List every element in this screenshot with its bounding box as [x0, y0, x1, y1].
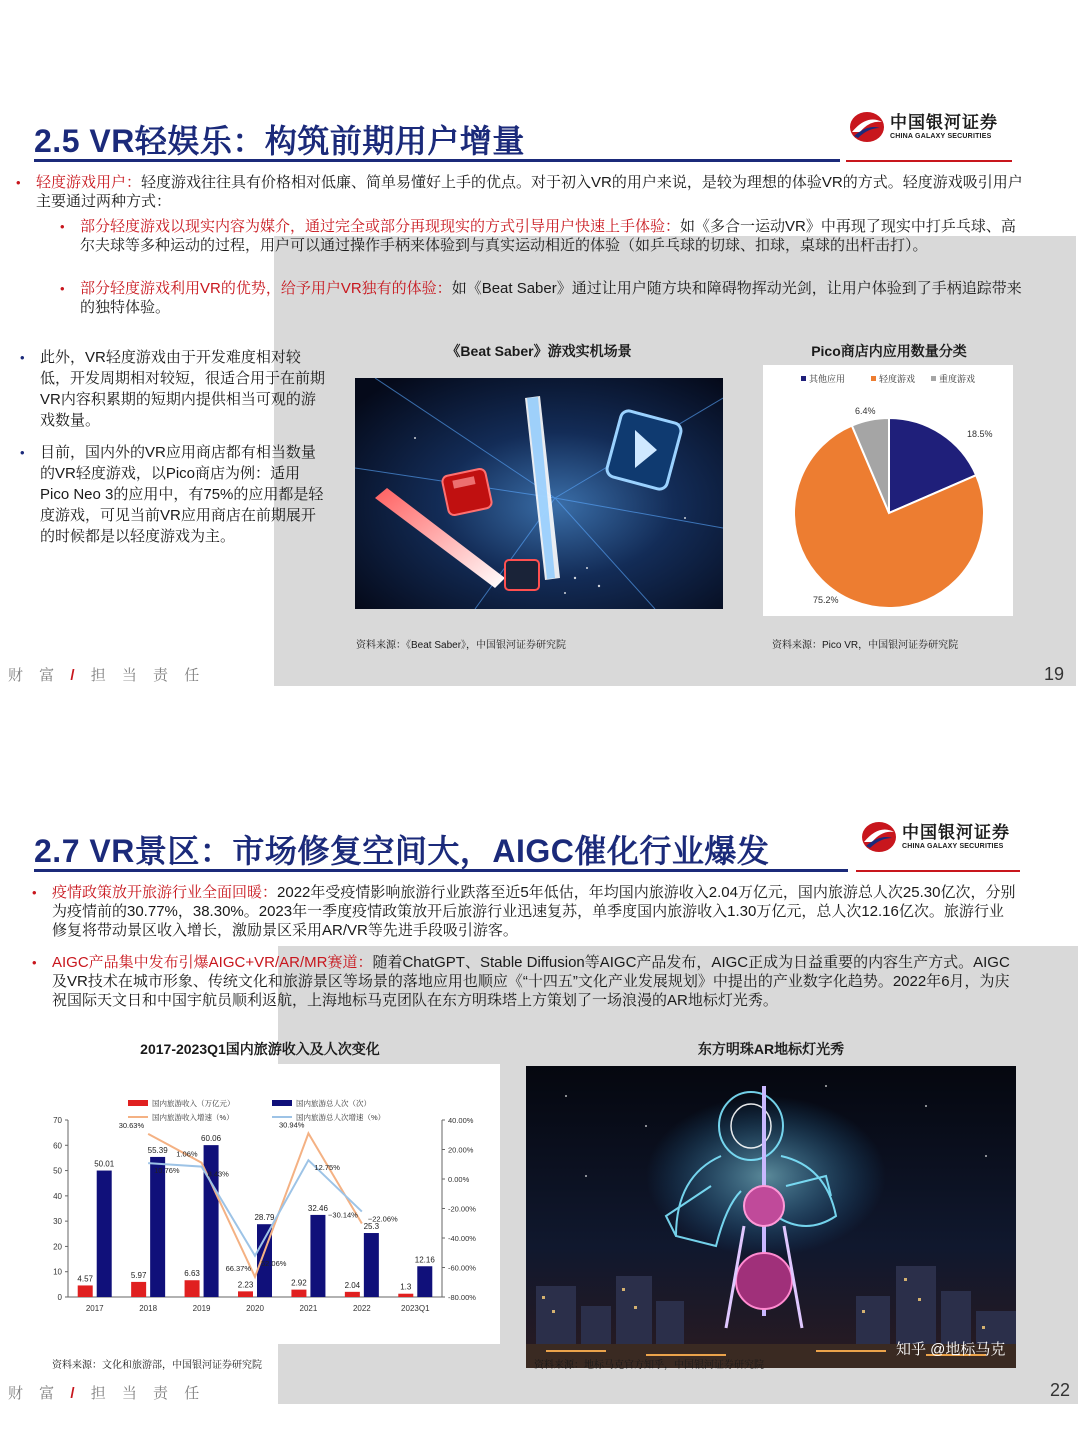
sub-bullet-text: 如《Beat Saber》通过让用户随方块和障碍物挥动光剑，让用户体验到了手柄追踪带来的独特体验。 — [80, 280, 1022, 316]
left-tick-label: 50 — [53, 1166, 62, 1176]
legend-label: 重度游戏 — [939, 374, 976, 384]
legend-label: 国内旅游总人次增速（%） — [296, 1113, 386, 1122]
line-data-label: −22.06% — [367, 1214, 398, 1224]
footer-part2: 担 当 责 任 — [90, 667, 206, 684]
page-number: 22 — [1050, 1380, 1071, 1400]
bar — [131, 1282, 146, 1297]
sub-bullet-text: 如《多合一运动VR》中再现了现实中打乒乓球、高尔夫球等多种运动的过程，用户可以通过操作手柄来体验到与真实运动相近的体验（如乒乓球的切球、扣球，桌球的出杆击打）。 — [80, 218, 1016, 254]
right-tick-label: -20.00% — [448, 1204, 476, 1214]
logo-en: CHINA GALAXY SECURITIES — [902, 843, 1004, 850]
left-tick-label: 0 — [57, 1293, 62, 1302]
bar-data-label: 12.16 — [414, 1255, 435, 1265]
slide-title: 2.5 VR轻娱乐：构筑前期用户增量 — [34, 123, 525, 159]
slide-title: 2.7 VR景区：市场修复空间大，AIGC催化行业爆发 — [34, 833, 770, 869]
bar-data-label: 28.79 — [254, 1213, 275, 1223]
footer-slogan — [8, 664, 205, 685]
line-data-label: 10.76% — [154, 1166, 180, 1176]
bar — [310, 1215, 325, 1297]
bullet-dot: • — [16, 175, 21, 190]
footer-slogan — [8, 1382, 205, 1403]
footer-part1: 财 富 — [8, 667, 61, 684]
bar-data-label: 6.63 — [184, 1269, 200, 1279]
legend-label: 国内旅游总人次（次） — [296, 1099, 371, 1108]
left-tick-label: 40 — [53, 1191, 62, 1201]
pie-slices — [794, 418, 984, 608]
line-data-label: 12.75% — [314, 1163, 340, 1173]
bar — [150, 1157, 165, 1297]
line-data-label: 1.06% — [176, 1149, 198, 1159]
bullet-dot: • — [20, 445, 25, 460]
oriental-pearl-photo — [526, 1066, 1016, 1368]
x-tick-label: 2019 — [192, 1304, 211, 1313]
left-tick-label: 60 — [53, 1141, 62, 1151]
sub-bullet-label: 部分轻度游戏利用VR的优势，给予用户VR独有的体验： — [80, 280, 452, 297]
legend-swatch — [801, 376, 806, 381]
bullet-label: 轻度游戏用户： — [36, 174, 142, 191]
beat-saber-scene-image — [355, 378, 723, 609]
bar-data-label: 5.97 — [130, 1270, 147, 1280]
pie-caption: Pico商店内应用数量分类 — [811, 343, 967, 359]
page-number: 19 — [1044, 664, 1065, 684]
photo-caption: 《Beat Saber》游戏实机场景 — [446, 343, 632, 359]
bullet-dot: • — [60, 219, 65, 234]
bar-data-label: 55.39 — [147, 1145, 168, 1155]
bar — [291, 1290, 306, 1297]
x-tick-label: 2020 — [246, 1304, 264, 1313]
bullet-dot: • — [32, 955, 37, 970]
bullet-aigc — [32, 953, 1016, 1010]
right-tick-label: -80.00% — [448, 1293, 476, 1302]
title-rule-red — [846, 160, 1012, 162]
photo-source: 资料来源：《Beat Saber》，中国银河证券研究院 — [356, 640, 567, 651]
title-rule-blue — [34, 159, 840, 162]
right-tick-label: 0.00% — [448, 1175, 470, 1184]
bar-data-label: 50.01 — [94, 1159, 115, 1169]
logo-cn: 中国银河证券 — [890, 113, 998, 132]
legend-swatch — [871, 376, 876, 381]
chart-data-labels — [77, 1120, 435, 1291]
logo-en: CHINA GALAXY SECURITIES — [890, 133, 992, 140]
sub-bullet-realistic — [60, 217, 1024, 255]
bar-data-label: 25.3 — [363, 1222, 380, 1232]
bar — [398, 1294, 413, 1297]
logo-mark-icon — [848, 110, 886, 144]
right-tick-label: -40.00% — [448, 1234, 476, 1243]
chart-source: 资料来源：文化和旅游部，中国银河证券研究院 — [52, 1360, 262, 1371]
sub-bullet-label: 部分轻度游戏以现实内容为媒介，通过完全或部分再现现实的方式引导用户快速上手体验： — [80, 218, 681, 235]
photo-watermark: 知乎 @地标马克 — [896, 1341, 1006, 1358]
footer-slash: / — [70, 667, 81, 684]
right-tick-label: 40.00% — [448, 1116, 474, 1125]
series-line — [148, 1160, 362, 1256]
left-tick-label: 20 — [53, 1242, 62, 1252]
bar — [204, 1145, 219, 1297]
legend-label: 国内旅游收入（万亿元） — [152, 1099, 235, 1108]
bullet-text: 轻度游戏往往具有价格相对低廉、简单易懂好上手的优点。对于初入VR的用户来说，是较为理想的体验VR的方式。轻度游戏吸引用户主要通过两种方式： — [36, 174, 1023, 210]
oriental-pearl-ar-image — [526, 1066, 1016, 1368]
bar — [185, 1280, 200, 1297]
x-tick-label: 2021 — [299, 1304, 318, 1313]
x-tick-label: 2018 — [139, 1304, 158, 1313]
x-tick-label: 2023Q1 — [401, 1304, 430, 1313]
sub-bullet-vr-unique — [60, 279, 1024, 317]
footer-part1: 财 富 — [8, 1385, 61, 1402]
beat-saber-photo — [355, 378, 723, 609]
bullet-label: 疫情政策放开旅游行业全面回暖： — [52, 884, 278, 901]
title-rule-blue — [34, 869, 848, 872]
pie-source: 资料来源：Pico VR，中国银河证券研究院 — [772, 640, 959, 651]
bar — [345, 1292, 360, 1297]
bullet-light-game-users — [16, 173, 1026, 211]
bar-data-label: 4.57 — [77, 1274, 94, 1284]
photo-caption: 东方明珠AR地标灯光秀 — [697, 1041, 845, 1057]
bullet-label: AIGC产品集中发布引爆AIGC+VR/AR/MR赛道： — [52, 954, 373, 971]
pie-legend — [801, 373, 975, 384]
legend-swatch — [931, 376, 936, 381]
x-tick-label: 2017 — [85, 1304, 104, 1313]
line-data-label: 52.06% — [261, 1258, 287, 1268]
left-tick-label: 10 — [53, 1267, 62, 1277]
line-data-label: 30.94% — [278, 1120, 305, 1130]
left-bullet-dev-cost — [20, 347, 326, 431]
bar — [417, 1266, 432, 1297]
right-tick-label: -60.00% — [448, 1263, 476, 1273]
bullet-dot: • — [60, 281, 65, 296]
bar — [238, 1291, 253, 1297]
bullet-tourism-recovery — [32, 883, 1016, 940]
bar — [364, 1233, 379, 1297]
bullet-dot: • — [32, 885, 37, 900]
logo-mark-icon — [860, 820, 898, 854]
footer-part2: 担 当 责 任 — [90, 1385, 206, 1402]
bar-data-label: 2.23 — [237, 1280, 254, 1290]
logo-cn: 中国银河证券 — [902, 823, 1010, 842]
footer-slash: / — [70, 1385, 81, 1402]
legend-label: 其他应用 — [809, 374, 846, 384]
left-tick-label: 30 — [53, 1217, 62, 1227]
slide-22 — [0, 720, 1080, 1440]
bar-data-label: 32.46 — [307, 1203, 328, 1213]
title-rule-red — [856, 870, 1020, 872]
bar-data-label: 60.06 — [201, 1134, 222, 1144]
pie-chart-panel — [763, 365, 1013, 616]
left-bullet-pico-store — [20, 442, 326, 547]
bar-data-label: 2.92 — [291, 1278, 307, 1288]
legend-swatch — [272, 1100, 292, 1106]
left-tick-label: 70 — [53, 1116, 62, 1125]
legend-label: 国内旅游收入增速（%） — [152, 1113, 234, 1122]
tourism-combo-chart — [40, 1064, 500, 1344]
line-data-label: −30.14% — [328, 1210, 358, 1220]
bullet-text: 随着ChatGPT、Stable Diffusion等AIGC产品发布，AIGC正成为日益重要的内容生产方式。AIGC及VR技术在城市形象、传统文化和旅游景区等场景的落地应用也顺应《“十四五”文化产业发展规划》中提出的产业数字化趋势。2022年6月，为庆祝国际天文日和中国宇航员顺利返航，上海地标马克团队在东方明珠塔上方策划了一场浪漫的AR地标灯光秀。 — [52, 954, 1010, 1009]
chart-legend — [128, 1098, 385, 1122]
pie-data-label: 18.5% — [967, 429, 993, 439]
brand-logo — [848, 110, 998, 144]
legend-swatch — [128, 1100, 148, 1106]
pie-data-label: 6.4% — [855, 406, 876, 416]
legend-label: 轻度游戏 — [879, 374, 916, 384]
right-tick-label: 20.00% — [448, 1145, 474, 1155]
photo-source: 资料来源：地标马克官方知乎，中国银河证券研究院 — [534, 1360, 764, 1371]
bullet-dot: • — [20, 350, 25, 365]
left-text: 目前，国内外的VR应用商店都有相当数量的VR轻度游戏，以Pico商店为例：适用Pico Neo 3的应用中，有75%的应用都是轻度游戏，可见当前VR应用商店在前期展开的时候都是以轻度游戏为主。 — [40, 444, 324, 545]
brand-logo — [860, 820, 1010, 854]
bar-data-label: 1.3 — [400, 1282, 412, 1292]
pie-data-label: 75.2% — [813, 595, 839, 605]
bar — [78, 1285, 93, 1297]
bar-data-label: 2.04 — [344, 1280, 361, 1290]
x-tick-label: 2022 — [352, 1304, 371, 1313]
chart-caption: 2017-2023Q1国内旅游收入及人次变化 — [140, 1041, 380, 1057]
tourism-chart-panel — [40, 1064, 500, 1344]
line-data-label: 30.63% — [118, 1120, 145, 1130]
line-data-label: 8.43% — [207, 1169, 229, 1179]
bullet-text: 2022年受疫情影响旅游行业跌落至近5年低估，年均国内旅游收入2.04万亿元，国内旅游总人次25.30亿次，分别为疫情前的30.77%，38.30%。2023年一季度疫情政策放开后旅游行业迅速复苏，单季度国内旅游收入1.30万亿元，总人次12.16亿次。旅游行业修复将带动景区收入增长，激励景区采用AR/VR等先进手段吸引游客。 — [52, 884, 1016, 939]
line-data-label: 66.37% — [225, 1263, 251, 1273]
bar — [97, 1171, 112, 1297]
left-text: 此外，VR轻度游戏由于开发难度相对较低，开发周期相对较短，很适合用于在前期VR内容积累期的短期内提供相当可观的游戏数量。 — [40, 349, 326, 429]
pie-chart — [763, 365, 1013, 616]
